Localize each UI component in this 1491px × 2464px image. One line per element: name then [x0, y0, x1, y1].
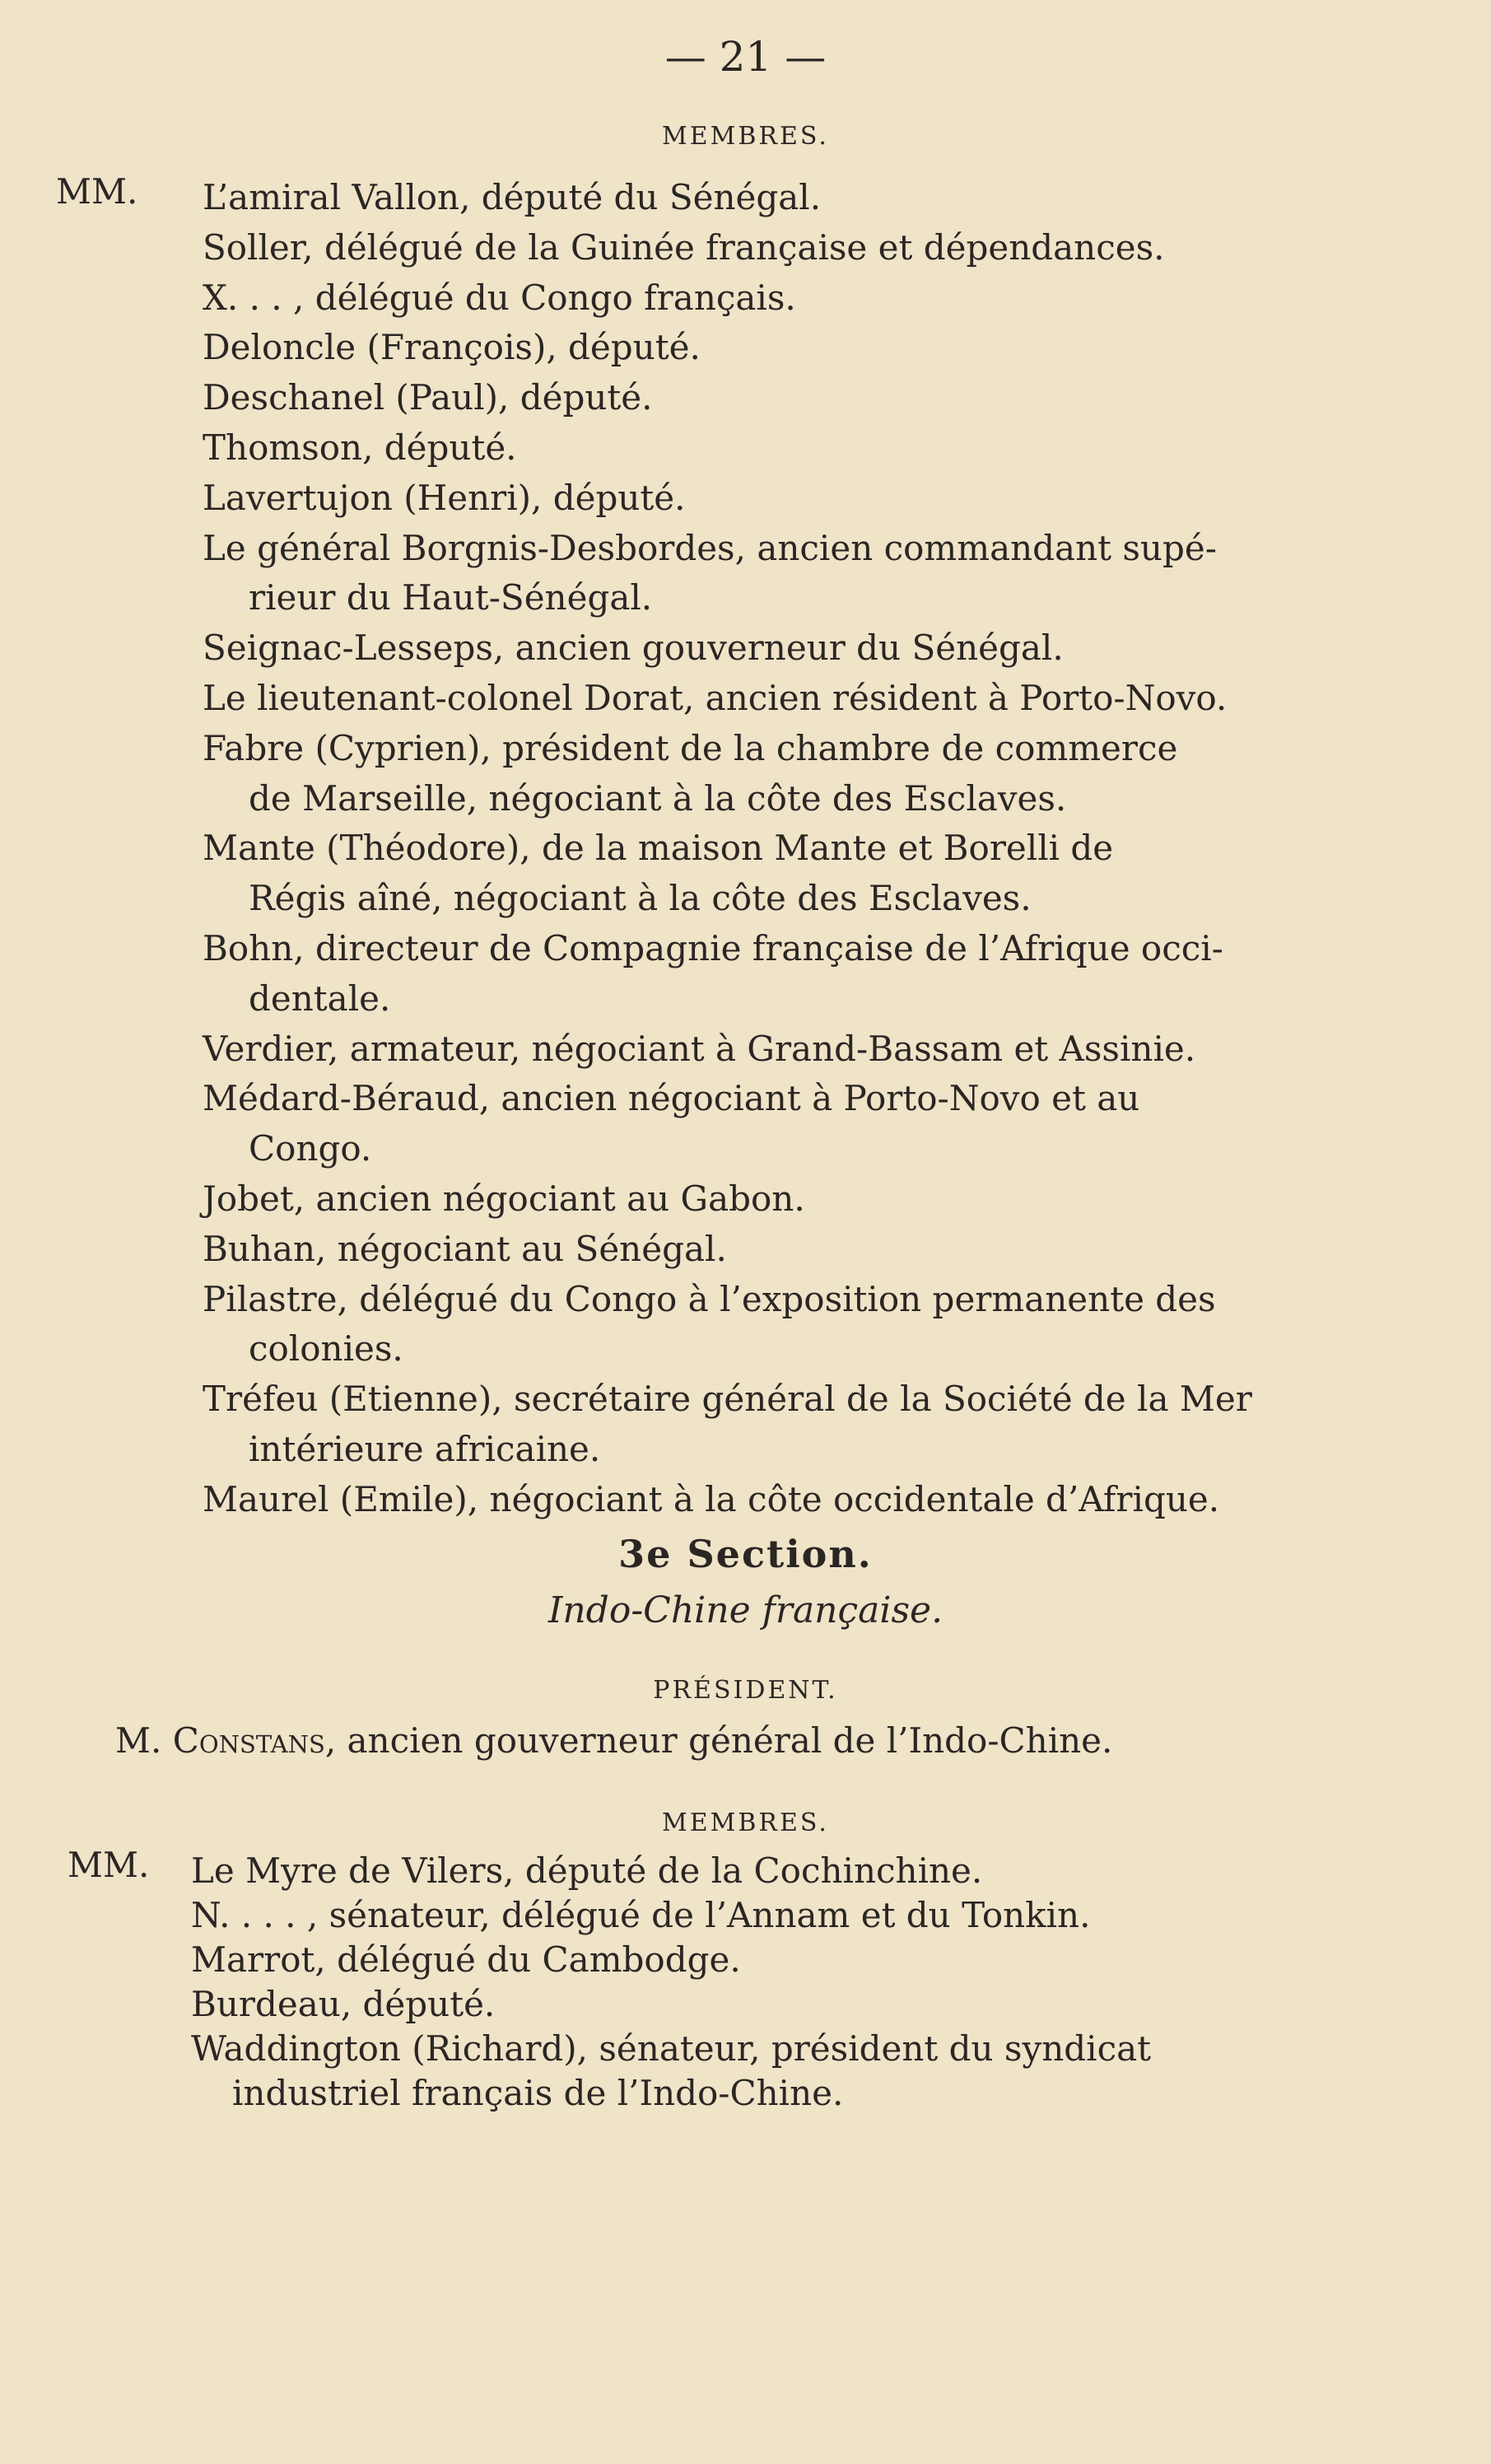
- member-line: Bohn, directeur de Compagnie française de l’Afrique occi-: [203, 928, 1223, 968]
- president-description: , ancien gouverneur général de l’Indo-Chine.: [324, 1720, 1113, 1761]
- member-line: Soller, délégué de la Guinée française et dépendances.: [203, 226, 1165, 268]
- members-prefix: MM.: [56, 171, 138, 212]
- member-line: Fabre (Cyprien), président de la chambre de commerce: [203, 727, 1178, 768]
- member-line: Le général Borgnis-Desbordes, ancien commandant supé-: [203, 527, 1217, 568]
- member-line: dentale.: [249, 978, 391, 1019]
- member-line: Lavertujon (Henri), député.: [203, 477, 686, 518]
- member-line: industriel français de l’Indo-Chine.: [232, 2073, 844, 2113]
- section-subtitle: Indo-Chine française.: [547, 1589, 944, 1631]
- members-prefix-section3: MM.: [68, 1845, 150, 1885]
- member-line: Buhan, négociant au Sénégal.: [203, 1228, 727, 1269]
- member-line: Deschanel (Paul), député.: [203, 377, 653, 418]
- member-line: Maurel (Emile), négociant à la côte occidentale d’Afrique.: [203, 1478, 1220, 1519]
- member-line: de Marseille, négociant à la côte des Esclaves.: [249, 777, 1067, 819]
- president-name: Constans: [172, 1720, 325, 1761]
- member-line: Médard-Béraud, ancien négociant à Porto-Novo et au: [203, 1078, 1140, 1119]
- member-line: colonies.: [249, 1328, 403, 1370]
- member-line: Le Myre de Vilers, député de la Cochinchine.: [191, 1850, 983, 1891]
- member-line: Jobet, ancien négociant au Gabon.: [203, 1178, 805, 1219]
- member-line: Tréfeu (Etienne), secrétaire général de la Société de la Mer: [203, 1379, 1252, 1420]
- section-title: 3e Section.: [618, 1532, 873, 1576]
- president-prefix: M.: [115, 1720, 162, 1761]
- members-heading: MEMBRES.: [662, 122, 829, 151]
- member-line: Verdier, armateur, négociant à Grand-Bassam et Assinie.: [203, 1028, 1196, 1069]
- member-line: Thomson, député.: [203, 427, 517, 468]
- member-line: intérieure africaine.: [249, 1429, 601, 1469]
- member-line: Waddington (Richard), sénateur, président du syndicat: [191, 2028, 1152, 2069]
- member-line: X. . . , délégué du Congo français.: [203, 277, 796, 318]
- member-line: Régis aîné, négociant à la côte des Esclaves.: [249, 878, 1032, 919]
- members-heading-section3: MEMBRES.: [662, 1808, 829, 1837]
- member-line: Seignac-Lesseps, ancien gouverneur du Sénégal.: [203, 628, 1064, 669]
- member-line: Marrot, délégué du Cambodge.: [191, 1939, 741, 1980]
- president-heading: PRÉSIDENT.: [653, 1676, 838, 1705]
- president-line: [115, 1715, 1112, 1767]
- member-line: N. . . . , sénateur, délégué de l’Annam et du Tonkin.: [191, 1895, 1091, 1935]
- member-line: L’amiral Vallon, député du Sénégal.: [203, 177, 822, 217]
- member-line: Burdeau, député.: [191, 1984, 496, 2024]
- member-line: Le lieutenant-colonel Dorat, ancien résident à Porto-Novo.: [203, 678, 1228, 718]
- member-line: rieur du Haut-Sénégal.: [249, 577, 653, 618]
- member-line: Mante (Théodore), de la maison Mante et Borelli de: [203, 828, 1114, 869]
- member-line: Congo.: [249, 1128, 372, 1169]
- page-number: — 21 —: [664, 33, 827, 81]
- member-line: Pilastre, délégué du Congo à l’exposition permanente des: [203, 1278, 1216, 1319]
- member-line: Deloncle (François), député.: [203, 327, 701, 368]
